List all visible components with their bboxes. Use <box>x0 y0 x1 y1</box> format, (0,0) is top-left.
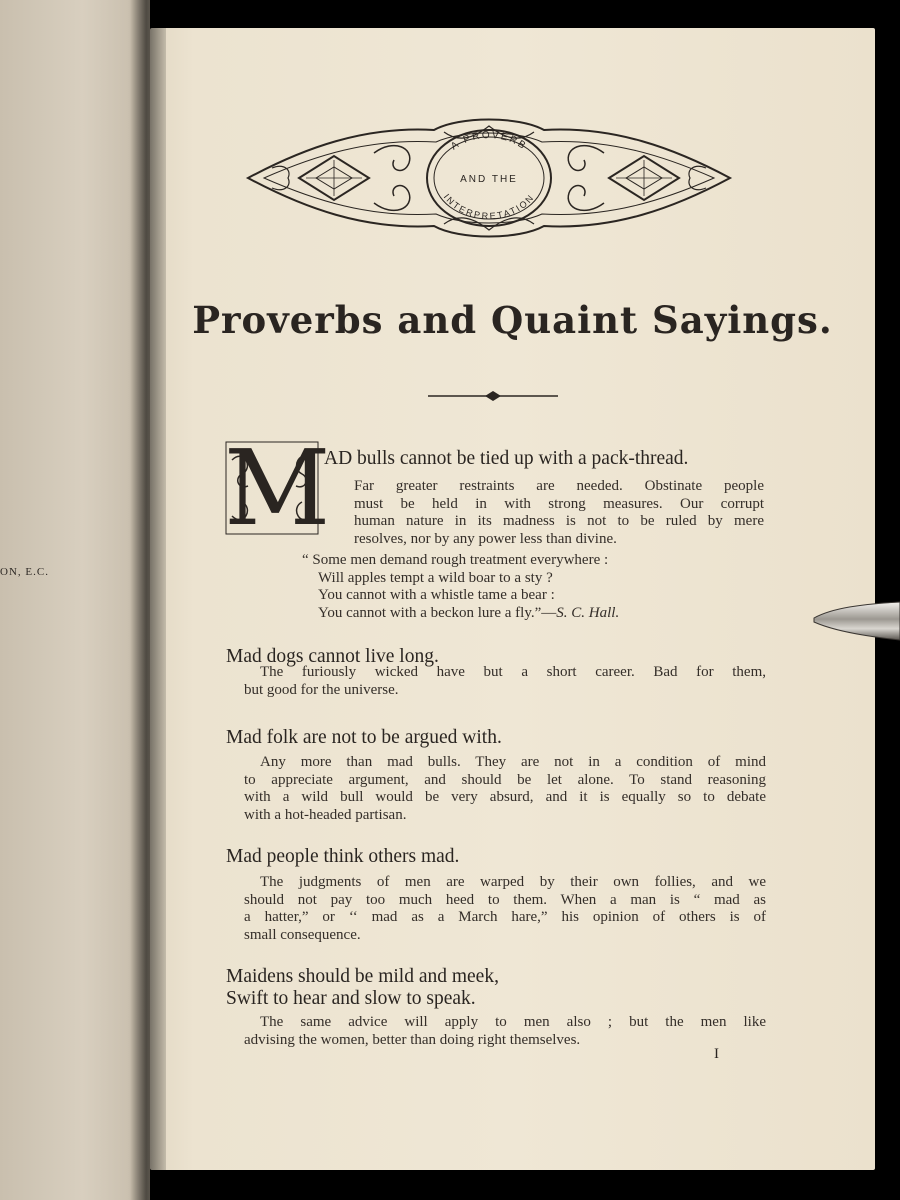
entry-body-line: human nature in its madness is not to be ruled by mere <box>354 513 764 529</box>
entry-body-line: with a hot-headed partisan. <box>244 806 407 823</box>
entry-body-line: but good for the universe. <box>244 681 399 698</box>
ornament-scroll-icon <box>244 108 734 248</box>
entry-body-line: advising the women, better than doing right themselves. <box>244 1031 581 1048</box>
ornament-text-mid: AND THE <box>460 174 518 185</box>
entry-heading: AD bulls cannot be tied up with a pack-thread. <box>324 448 689 469</box>
title-divider-icon <box>428 388 558 404</box>
book-gutter <box>130 0 166 1200</box>
page-title: Proverbs and Quaint Sayings. <box>192 298 833 342</box>
quote-attribution: S. C. Hall. <box>556 604 620 621</box>
drop-cap-letter: M <box>224 427 331 549</box>
entry-body-line: The judgments of men are warped by their own follies, and we <box>260 874 766 890</box>
entry-body-line: The same advice will apply to men also ; but the men like <box>260 1014 766 1030</box>
entry-body-line: small consequence. <box>244 926 361 943</box>
entry-quote <box>302 552 619 622</box>
ornament-header <box>244 108 734 248</box>
entry-body <box>244 1014 766 1049</box>
ornament-text-bottom: INTERPRETATION <box>441 191 537 222</box>
quote-line: You cannot with a beckon lure a fly.”— <box>318 604 557 621</box>
entry-body-line: resolves, nor by any power less than divine. <box>354 530 617 547</box>
ornament-text-top: A PROVERB <box>449 129 529 153</box>
entry-body <box>244 754 766 824</box>
drop-cap <box>224 427 331 549</box>
entry-heading: Mad people think others mad. <box>226 846 460 867</box>
entry-body-line: a hatter,” or ‘‘ mad as a March hare,” his opinion of others is of <box>244 909 766 925</box>
pen-pointer-icon <box>812 596 900 644</box>
entry-body-line: should not pay too much heed to them. When a man is “ mad as <box>244 891 766 908</box>
entry-body-line: to appreciate argument, and should be let alone. To stand reasoning <box>244 771 766 788</box>
entry-heading: Mad dogs cannot live long. <box>226 646 439 667</box>
page-number: I <box>714 1046 719 1062</box>
entry-heading: Maidens should be mild and meek, <box>226 966 499 987</box>
left-page-imprint: ON, E.C. <box>0 566 49 578</box>
quote-line: Will apples tempt a wild boar to a sty ? <box>318 569 553 586</box>
entry-heading-line2: Swift to hear and slow to speak. <box>226 988 476 1009</box>
entry-body-line: The furiously wicked have but a short career. Bad for them, <box>260 664 766 680</box>
left-page <box>0 0 150 1200</box>
entry-body-line: Any more than mad bulls. They are not in a condition of mind <box>260 754 766 770</box>
entry-body-line: must be held in with strong measures. Our corrupt <box>354 495 764 512</box>
entry-body-line: with a wild bull would be very absurd, and it is equally so to debate <box>244 789 766 805</box>
entry-body-line: Far greater restraints are needed. Obstinate people <box>354 478 764 494</box>
entry-heading: Mad folk are not to be argued with. <box>226 727 502 748</box>
entry-body <box>354 478 764 548</box>
quote-line: “ Some men demand rough treatment everywhere : <box>302 552 609 568</box>
entry-body <box>244 664 766 699</box>
quote-line: You cannot with a whistle tame a bear : <box>318 587 555 603</box>
entry-body <box>244 874 766 944</box>
